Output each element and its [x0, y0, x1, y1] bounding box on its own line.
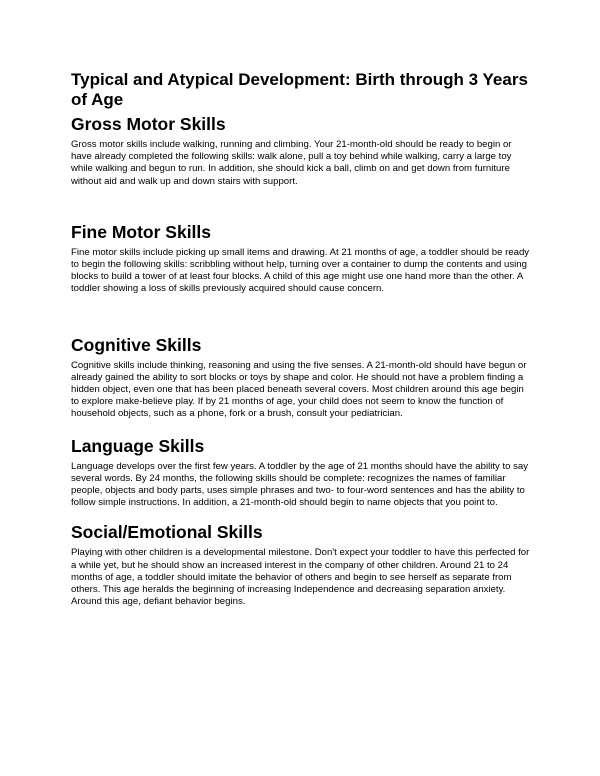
spacer [71, 421, 531, 435]
section-body-fine-motor: Fine motor skills include picking up small items and drawing. At 21 months of age, a toddler should be ready to begin the following skills: scribbling without help, turning over a container to dump the contents and using blocks to build a tower of at least four blocks. A child of this age might use one hand more than the other. A toddler showing a loss of skills previously acquired should cause concern. [71, 246, 530, 295]
section-language-skills [71, 435, 531, 510]
section-heading-cognitive: Cognitive Skills [71, 334, 202, 355]
section-body-social-emotional: Playing with other children is a developmental milestone. Don't expect your toddler to have this perfected for a while yet, but he should show an increased interest in the company of other children. Around 21 to 24 months of age, a toddler should imitate the behavior of others and begin to see herself as separate from others. This age heralds the beginning of increasing Independence and decreasing separation anxiety. Around this age, defiant behavior begins. [71, 547, 530, 608]
section-heading-language: Language Skills [71, 435, 205, 456]
spacer [71, 188, 531, 221]
section-heading-fine-motor: Fine Motor Skills [71, 221, 212, 242]
section-body-gross-motor: Gross motor skills include walking, running and climbing. Your 21-month-old should be ready to begin or have already completed the following skills: walk alone, pull a toy behind while walking, carry a large toy while walking and begun to run. In addition, she should kick a ball, climb on and get down from furniture without aid and walk up and down stairs with support. [71, 139, 512, 187]
section-body-language: Language develops over the first few years. A toddler by the age of 21 months should have the ability to say several words. By 24 months, the following skills should be complete: recognizes the names of familiar people, objects and body parts, uses simple phrases and two- to four-word sentences and has the ability to follow simple instructions. In addition, a 21-month-old should begin to name objects that you point to. [71, 460, 529, 509]
section-gross-motor-skills [71, 113, 531, 188]
spacer [71, 509, 531, 521]
section-body-cognitive: Cognitive skills include thinking, reasoning and using the five senses. A 21-month-old should have begun or already gained the ability to sort blocks or toys by shape and color. He should not have a problem finding a hidden object, even one that has been placed beneath several covers. Most children around this age begin to explore make-believe play. If by 21 months of age, your child does not seem to know the function of household objects, such as a phone, fork or a brush, consult your pediatrician. [71, 359, 527, 420]
document-page [71, 70, 531, 608]
section-heading-social-emotional: Social/Emotional Skills [71, 522, 263, 543]
spacer [71, 296, 531, 334]
section-fine-motor-skills [71, 221, 531, 296]
section-cognitive-skills [71, 334, 531, 421]
section-social-emotional-skills [71, 521, 531, 608]
section-heading-gross-motor: Gross Motor Skills [71, 114, 226, 134]
document-title: Typical and Atypical Development: Birth through 3 Years of Age [71, 70, 528, 109]
